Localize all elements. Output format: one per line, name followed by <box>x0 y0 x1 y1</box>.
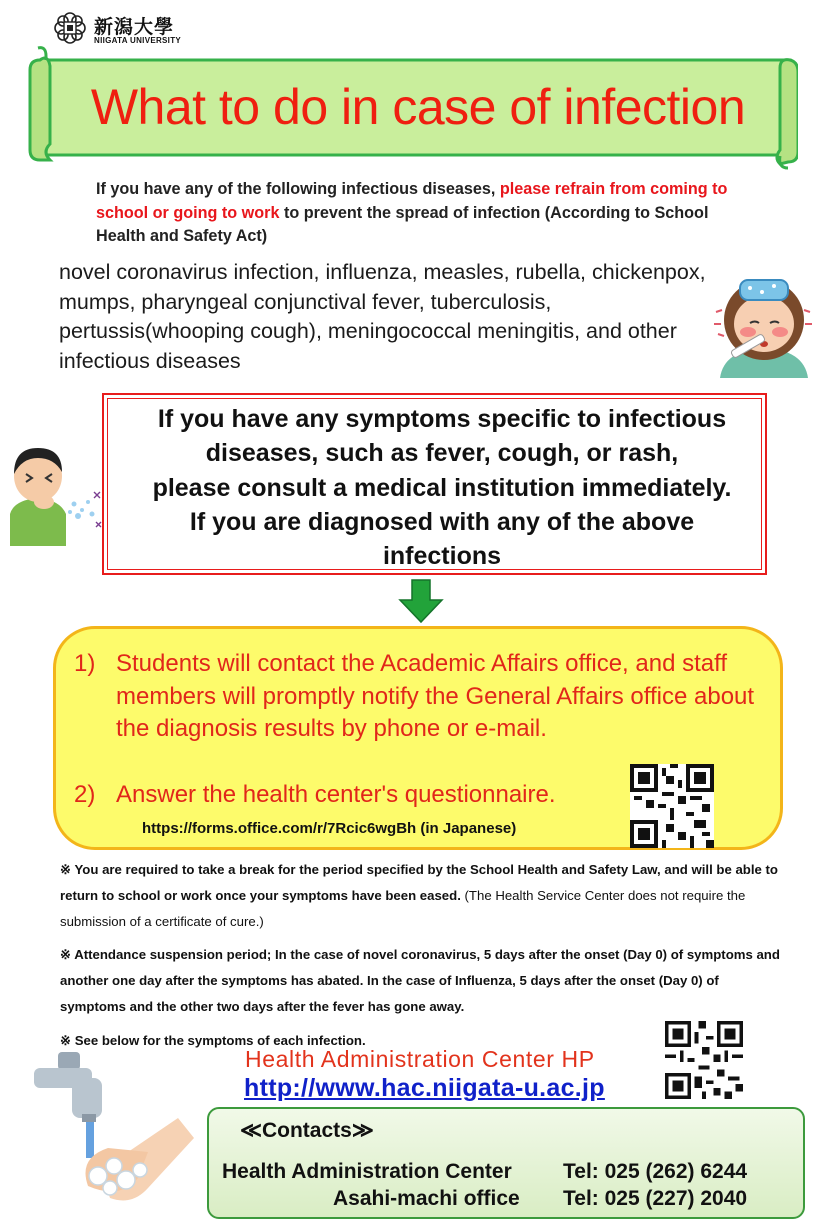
intro-paragraph <box>96 178 736 249</box>
step-2-number: 2) <box>74 781 96 808</box>
handwashing-illustration <box>28 1048 196 1218</box>
symptom-line-4: If you are diagnosed with any of the above <box>189 507 695 536</box>
step-1-number: 1) <box>74 650 96 677</box>
note-2-text: ※ Attendance suspension period; In the case of novel coronavirus, 5 days after the onset (Day 0) of symptoms and another one day after the symptoms has abated. In the case of Influenza, 5 days after the onset (Day 0) of symptoms and the other two days after the fever has gone away. <box>60 947 780 1014</box>
note-1-regular: (The Health Service Center does not require the submission of a certificate of cure.) <box>60 888 746 929</box>
hp-link[interactable]: http://www.hac.niigata-u.ac.jp <box>244 1074 605 1102</box>
symptom-line-3: please consult a medical institution immediately. <box>152 473 732 502</box>
logo-english-text: NIIGATA UNIVERSITY <box>94 36 182 45</box>
symptom-line-5: infections <box>382 542 502 571</box>
down-arrow-icon <box>398 578 444 624</box>
intro-text-2: to prevent the spread of infection (According to School Health and Safety Act) <box>96 203 709 245</box>
hp-qr-code-icon[interactable] <box>665 1021 743 1099</box>
questionnaire-qr-code-icon[interactable] <box>630 764 714 848</box>
note-1-bold: ※ You are required to take a break for the period specified by the School Health and Safety Law, and will be able to return to school or work once your symptoms have been eased. <box>60 862 778 903</box>
contact-1-tel[interactable]: Tel: 025 (262) 6244 <box>563 1160 748 1183</box>
step-2-text: Answer the health center's questionnaire. <box>116 781 556 808</box>
symptom-line-2: diseases, such as fever, cough, or rash, <box>205 439 679 468</box>
note-3-text: ※ See below for the symptoms of each infection. <box>60 1033 366 1048</box>
contacts-title: ≪Contacts≫ <box>240 1119 374 1142</box>
university-emblem-icon <box>52 10 88 46</box>
intro-text-1: If you have any of the following infectious diseases, <box>96 180 500 198</box>
logo-japanese-text: 新潟大學 <box>94 16 175 38</box>
symptom-alert-text <box>104 402 780 573</box>
note-break-period <box>60 857 780 935</box>
contact-2-tel[interactable]: Tel: 025 (227) 2040 <box>563 1187 748 1210</box>
disease-list: novel coronavirus infection, influenza, measles, rubella, chickenpox, mumps, pharyngeal conjunctival fever, tuberculosis, pertussis(whooping cough), meningococcal meningitis, and other infectious diseases <box>59 260 706 373</box>
page-title: What to do in case of infection <box>90 79 746 135</box>
intro-text-red: please refrain from coming to school or going to work <box>96 180 728 222</box>
questionnaire-url[interactable]: https://forms.office.com/r/7Rcic6wgBh (in Japanese) <box>142 820 517 837</box>
note-suspension-period <box>60 942 780 1020</box>
sick-person-illustration <box>712 268 817 378</box>
hp-label: Health Administration Center HP <box>245 1046 595 1072</box>
coughing-person-illustration <box>8 444 104 546</box>
contact-2-name: Asahi-machi office <box>333 1187 520 1210</box>
contact-1-name: Health Administration Center <box>222 1160 512 1183</box>
symptom-line-1: If you have any symptoms specific to infectious <box>157 405 727 433</box>
step-1-text: Students will contact the Academic Affairs office, and staff members will promptly notify the General Affairs office about the diagnosis results by phone or e-mail. <box>116 650 755 742</box>
